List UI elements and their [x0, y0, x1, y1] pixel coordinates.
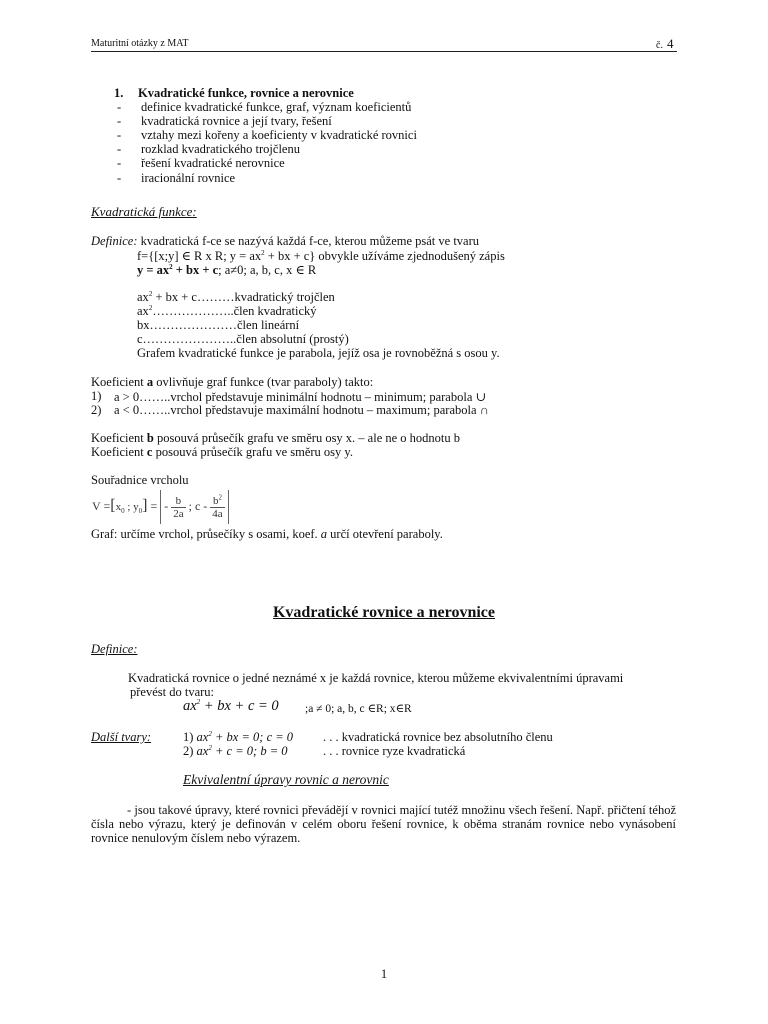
coef-c-line — [91, 445, 353, 460]
denominator: 2a — [173, 507, 184, 520]
exponent: 2 — [148, 303, 153, 312]
equals-sign: = — [150, 498, 158, 513]
numerator — [210, 492, 224, 508]
bracket-left: [ — [110, 496, 116, 514]
denominator: 4a — [212, 507, 223, 520]
outline-item: iracionální rovnice — [141, 171, 236, 185]
x0: x — [115, 500, 122, 513]
form-2 — [183, 744, 288, 759]
equivalent-transforms-text: - jsou takové úpravy, které rovnici převádějí v rovnici mající tutéž množinu všech řešení. Např. přičtení téhož čísla nebo výrazu, který je definován v celém oboru řešení rovnice, k oběma stranám rovnice nebo vynásobení rovnice nenulovým číslem nebo výrazem. — [91, 803, 676, 845]
coef-a-intro — [91, 375, 373, 390]
outline-bullet: - — [117, 171, 122, 185]
bracket-left-bar — [160, 490, 161, 524]
outline-bullet: - — [117, 100, 122, 114]
graph-line — [91, 527, 443, 542]
def3-condition: ; a≠0; a, b, c, x ∈ R — [218, 263, 317, 277]
outline-bullet: - — [117, 114, 122, 128]
def3-formula: y = ax — [137, 263, 170, 277]
coef-a-item-1-number: 1) — [91, 389, 102, 403]
numerator-base: b — [212, 494, 219, 507]
form-formula: ax — [196, 744, 209, 758]
general-formula — [183, 698, 279, 715]
bracket-right-bar — [228, 490, 229, 524]
coef-c-text: Koeficient — [91, 445, 147, 459]
fraction-b-over-2a — [171, 495, 185, 520]
form-formula: + c = 0; b = 0 — [211, 744, 288, 758]
coef-a-item-2: a < 0……..vrchol představuje maximální hodnotu – maximum; parabola ∩ — [114, 403, 489, 417]
coef-c-letter: c — [146, 445, 153, 459]
outline-number: 1. — [114, 86, 124, 100]
def2-part: + bx + c} obvykle užíváme zjednodušený zápis — [264, 249, 505, 263]
form-formula: + bx = 0; c = 0 — [211, 730, 294, 744]
coef-b-text: posouvá průsečík grafu ve směru osy x. – ale ne o hodnotu b — [153, 431, 461, 445]
term-quadratic — [137, 304, 317, 319]
numerator: b — [171, 495, 185, 508]
outline-bullet: - — [117, 156, 122, 170]
eq-definition-line-1: Kvadratická rovnice o jedné neznámé x je každá rovnice, kterou můžeme ekvivalentními úpravami — [128, 671, 624, 685]
definition-line-3 — [137, 262, 316, 278]
definition-text: kvadratická f-ce se nazývá každá f-ce, kterou můžeme psát ve tvaru — [137, 234, 480, 248]
coef-a-text: ovlivňuje graf funkce (tvar paraboly) takto: — [153, 375, 374, 389]
bracket-right: ] — [142, 496, 148, 514]
outline-item: rozklad kvadratického trojčlenu — [141, 142, 300, 156]
header-page-label: č. — [656, 40, 663, 51]
formula-condition: ;a ≠ 0; a, b, c ∈R; x∈R — [305, 703, 412, 715]
coef-b-line — [91, 431, 460, 446]
separator: ; — [127, 500, 131, 513]
graph-text: určí otevření paraboly. — [327, 527, 443, 541]
term-part: ax — [137, 304, 149, 318]
section-heading-equations: Kvadratické rovnice a nerovnice — [272, 604, 496, 621]
outline-item: definice kvadratické funkce, graf, význam koeficientů — [141, 100, 412, 114]
header-rule — [91, 51, 677, 52]
coef-a-item-1: a > 0……..vrchol představuje minimální hodnotu – minimum; parabola ∪ — [114, 390, 486, 404]
term-part: ………………..člen kvadratický — [152, 304, 317, 318]
graph-text-italic: a — [320, 527, 328, 541]
equals-sign: = — [103, 498, 111, 513]
vertex-label: Souřadnice vrcholu — [91, 473, 189, 487]
coef-a-text: Koeficient — [91, 375, 147, 389]
coef-b-text: Koeficient — [91, 431, 147, 445]
term-linear: bx…………………člen lineární — [137, 318, 300, 332]
exponent: 2 — [218, 492, 222, 501]
form-2-description: . . . rovnice ryze kvadratická — [323, 744, 466, 758]
separator: ; c - — [188, 498, 208, 513]
outline-item: řešení kvadratické nerovnice — [141, 156, 285, 170]
definition-line-1 — [91, 234, 479, 249]
page-number: 1 — [380, 967, 388, 981]
vertex-v: V — [92, 498, 101, 513]
subscript: 0 — [138, 506, 143, 515]
graph-text: Graf: určíme vrchol, průsečíky s osami, koef. — [91, 527, 321, 541]
form-1 — [183, 730, 293, 745]
exponent: 2 — [208, 743, 212, 752]
form-1-description: . . . kvadratická rovnice bez absolutního členu — [323, 730, 553, 744]
exponent: 2 — [169, 262, 173, 271]
definition-label: Definice: — [91, 234, 138, 248]
vertex-formula — [92, 490, 229, 524]
term-absolute: c…………………..člen absolutní (prostý) — [137, 332, 349, 346]
coef-a-item-2-number: 2) — [91, 403, 102, 417]
term-trinomial — [137, 290, 335, 305]
def2-part: f={[x;y] ∈ R x R; y = ax — [137, 249, 262, 263]
term-part: ax — [137, 290, 149, 304]
definition-label-2: Definice: — [91, 642, 138, 656]
def3-formula: + bx + c — [172, 263, 219, 277]
eq-definition-line-2: převést do tvaru: — [130, 685, 215, 699]
equivalent-transforms-heading: Ekvivalentní úpravy rovnic a nerovnic — [183, 772, 389, 787]
header-page-number: 4 — [666, 36, 674, 51]
form-number: 1) — [183, 730, 197, 744]
formula-part: ax — [183, 698, 197, 714]
coef-c-text: posouvá průsečík grafu ve směru osy y. — [152, 445, 353, 459]
section-heading-function: Kvadratická funkce: — [91, 204, 197, 219]
other-forms-label: Další tvary: — [91, 730, 152, 744]
exponent: 2 — [261, 248, 265, 257]
outline-item: vztahy mezi kořeny a koeficienty v kvadratické rovnici — [141, 128, 417, 142]
outline-item: kvadratická rovnice a její tvary, řešení — [141, 114, 332, 128]
outline-bullet: - — [117, 142, 122, 156]
header-title: Maturitní otázky z MAT — [91, 38, 189, 49]
coef-b-letter: b — [146, 431, 154, 445]
coef-a-letter: a — [146, 375, 154, 389]
form-formula: ax — [196, 730, 209, 744]
exponent: 2 — [148, 289, 153, 298]
graph-description: Grafem kvadratické funkce je parabola, jejíž osa je rovnoběžná s osou y. — [137, 346, 500, 360]
y0: y — [133, 500, 139, 513]
outline-heading: Kvadratické funkce, rovnice a nerovnice — [138, 86, 354, 100]
formula-part: + bx + c = 0 — [200, 698, 279, 714]
fraction-b2-over-4a — [210, 492, 224, 520]
form-number: 2) — [183, 744, 197, 758]
exponent: 2 — [208, 729, 212, 738]
outline-bullet: - — [117, 128, 122, 142]
term-part: + bx + c………kvadratický trojčlen — [152, 290, 335, 304]
subscript: 0 — [121, 506, 125, 515]
minus-sign: - — [164, 498, 169, 513]
exponent: 2 — [196, 698, 201, 707]
